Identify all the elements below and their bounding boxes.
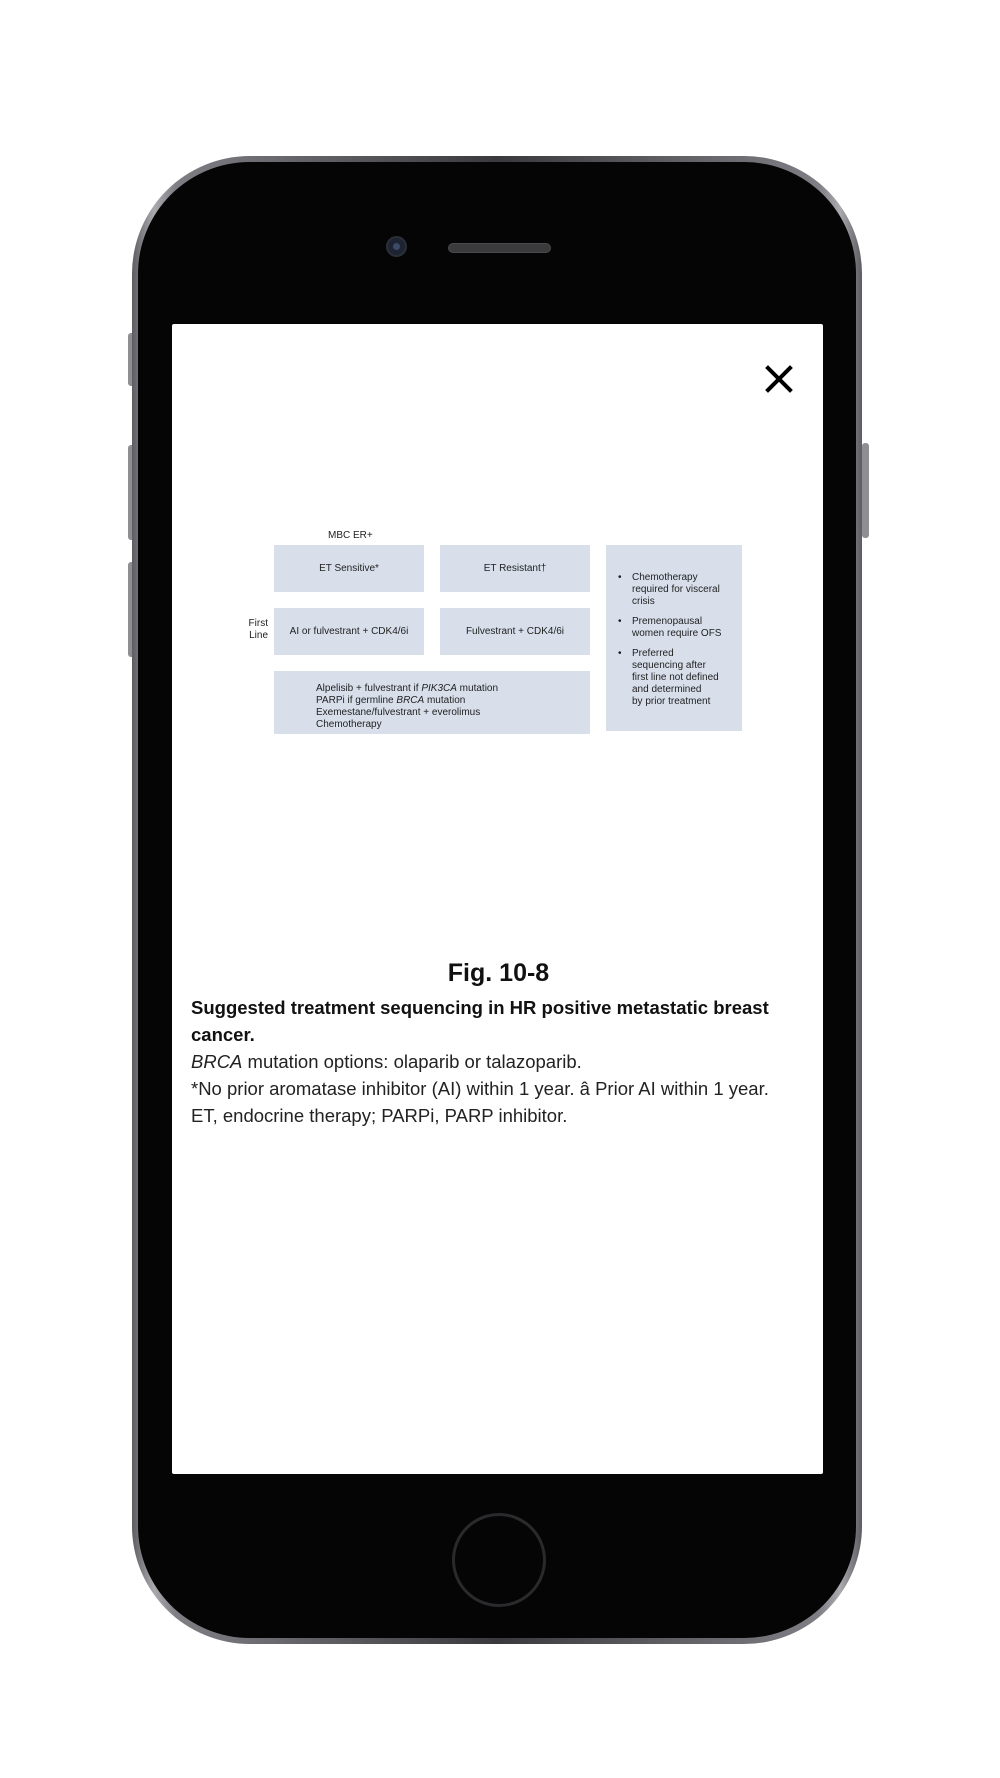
- home-button[interactable]: [452, 1513, 546, 1607]
- figure-caption: [191, 958, 806, 1129]
- note-item: • Premenopausal women require OFS: [618, 616, 742, 640]
- close-button[interactable]: [757, 357, 801, 401]
- note-item: • Chemotherapy required for visceral crisis: [618, 572, 742, 608]
- note-item: • Preferred sequencing after first line not defined and determined by prior treatment: [618, 648, 742, 708]
- power-button: [862, 443, 869, 538]
- first-line-resistant-box: Fulvestrant + CDK4/6i: [440, 608, 590, 655]
- et-sensitive-box: ET Sensitive*: [274, 545, 424, 592]
- caption-brca-line: BRCA mutation options: olaparib or talazoparib.: [191, 1051, 582, 1072]
- row-label-first-line: [232, 618, 268, 642]
- caption-footnote: *No prior aromatase inhibitor (AI) within 1 year. â Prior AI within 1 year.: [191, 1078, 769, 1099]
- caption-abbreviations: ET, endocrine therapy; PARPi, PARP inhibitor.: [191, 1105, 568, 1126]
- row-label-line: Line: [249, 630, 268, 641]
- option-line: Chemotherapy: [316, 719, 382, 730]
- option-line: PARPi if germline BRCA mutation: [316, 695, 466, 706]
- treatment-flowchart: [232, 530, 792, 790]
- option-line: Exemestane/fulvestrant + everolimus: [316, 707, 481, 718]
- caption-heading: Suggested treatment sequencing in HR positive metastatic breast cancer.: [191, 997, 769, 1045]
- figure-top-label: MBC ER+: [328, 530, 373, 541]
- earpiece-speaker: [448, 243, 551, 253]
- figure-title: Fig. 10-8: [447, 959, 550, 987]
- later-line-options-box: [274, 671, 590, 734]
- et-resistant-box: ET Resistant†: [440, 545, 590, 592]
- row-label-line: First: [248, 618, 268, 629]
- figure-viewer-modal: [172, 324, 823, 1474]
- close-icon: [765, 365, 793, 393]
- option-line: Alpelisib + fulvestrant if PIK3CA mutation: [316, 683, 499, 694]
- notes-box: [606, 545, 742, 731]
- first-line-sensitive-box: AI or fulvestrant + CDK4/6i: [274, 608, 424, 655]
- front-camera-icon: [386, 236, 407, 257]
